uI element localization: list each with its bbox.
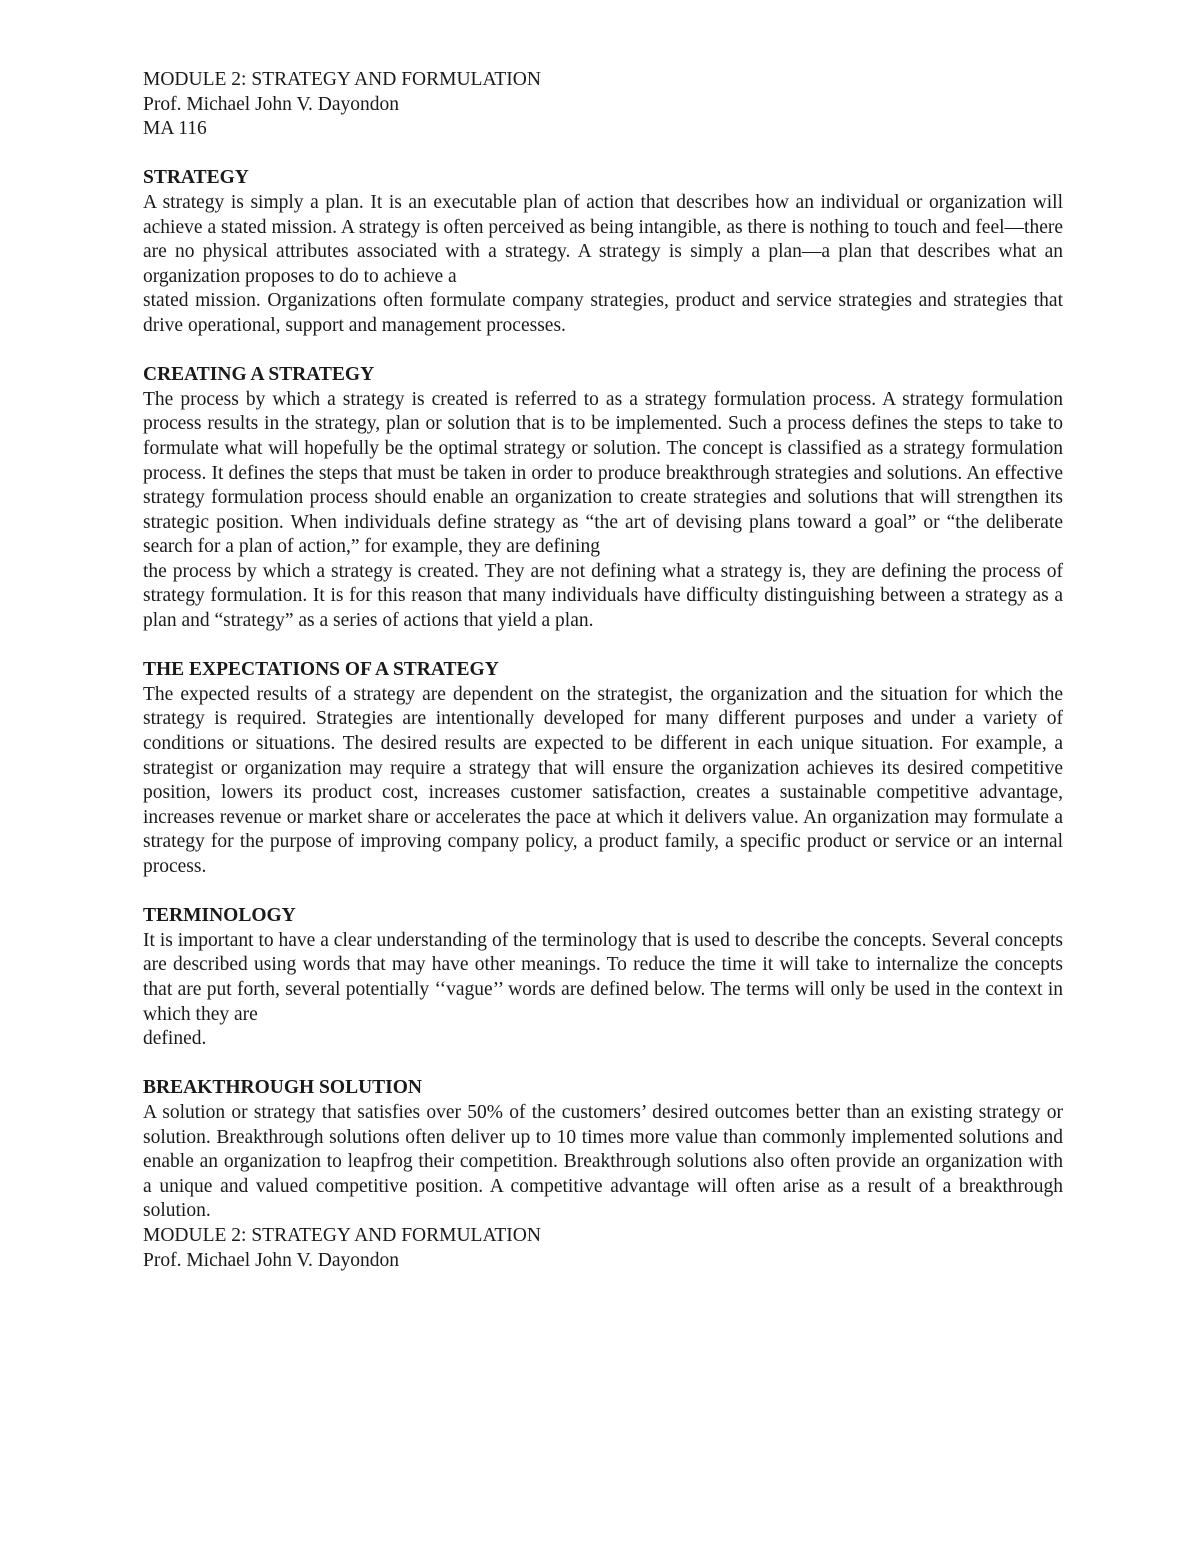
section-expectations bbox=[143, 658, 1063, 879]
section-terminology bbox=[143, 904, 1063, 1052]
document-header bbox=[143, 68, 1063, 142]
section-body: A strategy is simply a plan. It is an executable plan of action that describes how an individual or organization will achieve a stated mission. A strategy is often perceived as being intangible, as there is nothing to touch and feel—there are no physical attributes associated with a strategy. A strategy is simply a plan—a plan that describes what an organization proposes to do to achieve a stated mission. Organizations often formulate company strategies, product and service strategies and strategies that drive operational, support and management processes. bbox=[143, 191, 1063, 336]
section-heading: THE EXPECTATIONS OF A STRATEGY bbox=[143, 659, 499, 681]
professor-name: Prof. Michael John V. Dayondon bbox=[143, 93, 400, 115]
course-code: MA 116 bbox=[143, 118, 207, 140]
section-heading: CREATING A STRATEGY bbox=[143, 364, 375, 386]
document-page bbox=[143, 68, 1063, 1273]
document-footer bbox=[143, 1224, 1063, 1273]
section-heading: TERMINOLOGY bbox=[143, 905, 296, 927]
section-strategy bbox=[143, 166, 1063, 338]
section-heading: BREAKTHROUGH SOLUTION bbox=[143, 1077, 423, 1099]
section-body: A solution or strategy that satisfies over 50% of the customers’ desired outcomes better than an existing strategy or solution. Breakthrough solutions often deliver up to 10 times more value than commonly implemented solutions and enable an organization to leapfrog their competition. Breakthrough solutions also often provide an organization with a unique and valued competitive position. A competitive advantage will often arise as a result of a breakthrough solution. bbox=[143, 1101, 1063, 1222]
footer-module-title: MODULE 2: STRATEGY AND FORMULATION bbox=[143, 1224, 541, 1246]
section-body: It is important to have a clear understanding of the terminology that is used to describe the concepts. Several concepts are described using words that may have other meanings. To reduce the time it will take to internalize the concepts that are put forth, several potentially ‘‘vague’’ words are defined below. The terms will only be used in the context in which they are defined. bbox=[143, 929, 1063, 1050]
section-body: The expected results of a strategy are dependent on the strategist, the organization and the situation for which the strategy is required. Strategies are intentionally developed for many different purposes and under a variety of conditions or situations. The desired results are expected to be different in each unique situation. For example, a strategist or organization may require a strategy that will ensure the organization achieves its desired competitive position, lowers its product cost, increases customer satisfaction, creates a sustainable competitive advantage, increases revenue or market share or accelerates the pace at which it delivers value. An organization may formulate a strategy for the purpose of improving company policy, a product family, a specific product or service or an internal process. bbox=[143, 683, 1063, 877]
section-creating-a-strategy bbox=[143, 363, 1063, 634]
section-heading: STRATEGY bbox=[143, 167, 249, 189]
footer-professor-name: Prof. Michael John V. Dayondon bbox=[143, 1249, 400, 1271]
section-body: The process by which a strategy is created is referred to as a strategy formulation process. A strategy formulation process results in the strategy, plan or solution that is to be implemented. Such a process defines the steps to take to formulate what will hopefully be the optimal strategy or solution. The concept is classified as a strategy formulation process. It defines the steps that must be taken in order to produce breakthrough strategies and solutions. An effective strategy formulation process should enable an organization to create strategies and solutions that will strengthen its strategic position. When individuals define strategy as “the art of devising plans toward a goal” or “the deliberate search for a plan of action,” for example, they are defining the process by which a strategy is created. They are not defining what a strategy is, they are defining the process of strategy formulation. It is for this reason that many individuals have difficulty distinguishing between a strategy as a plan and “strategy” as a series of actions that yield a plan. bbox=[143, 388, 1063, 632]
section-breakthrough-solution bbox=[143, 1076, 1063, 1224]
module-title: MODULE 2: STRATEGY AND FORMULATION bbox=[143, 69, 541, 90]
